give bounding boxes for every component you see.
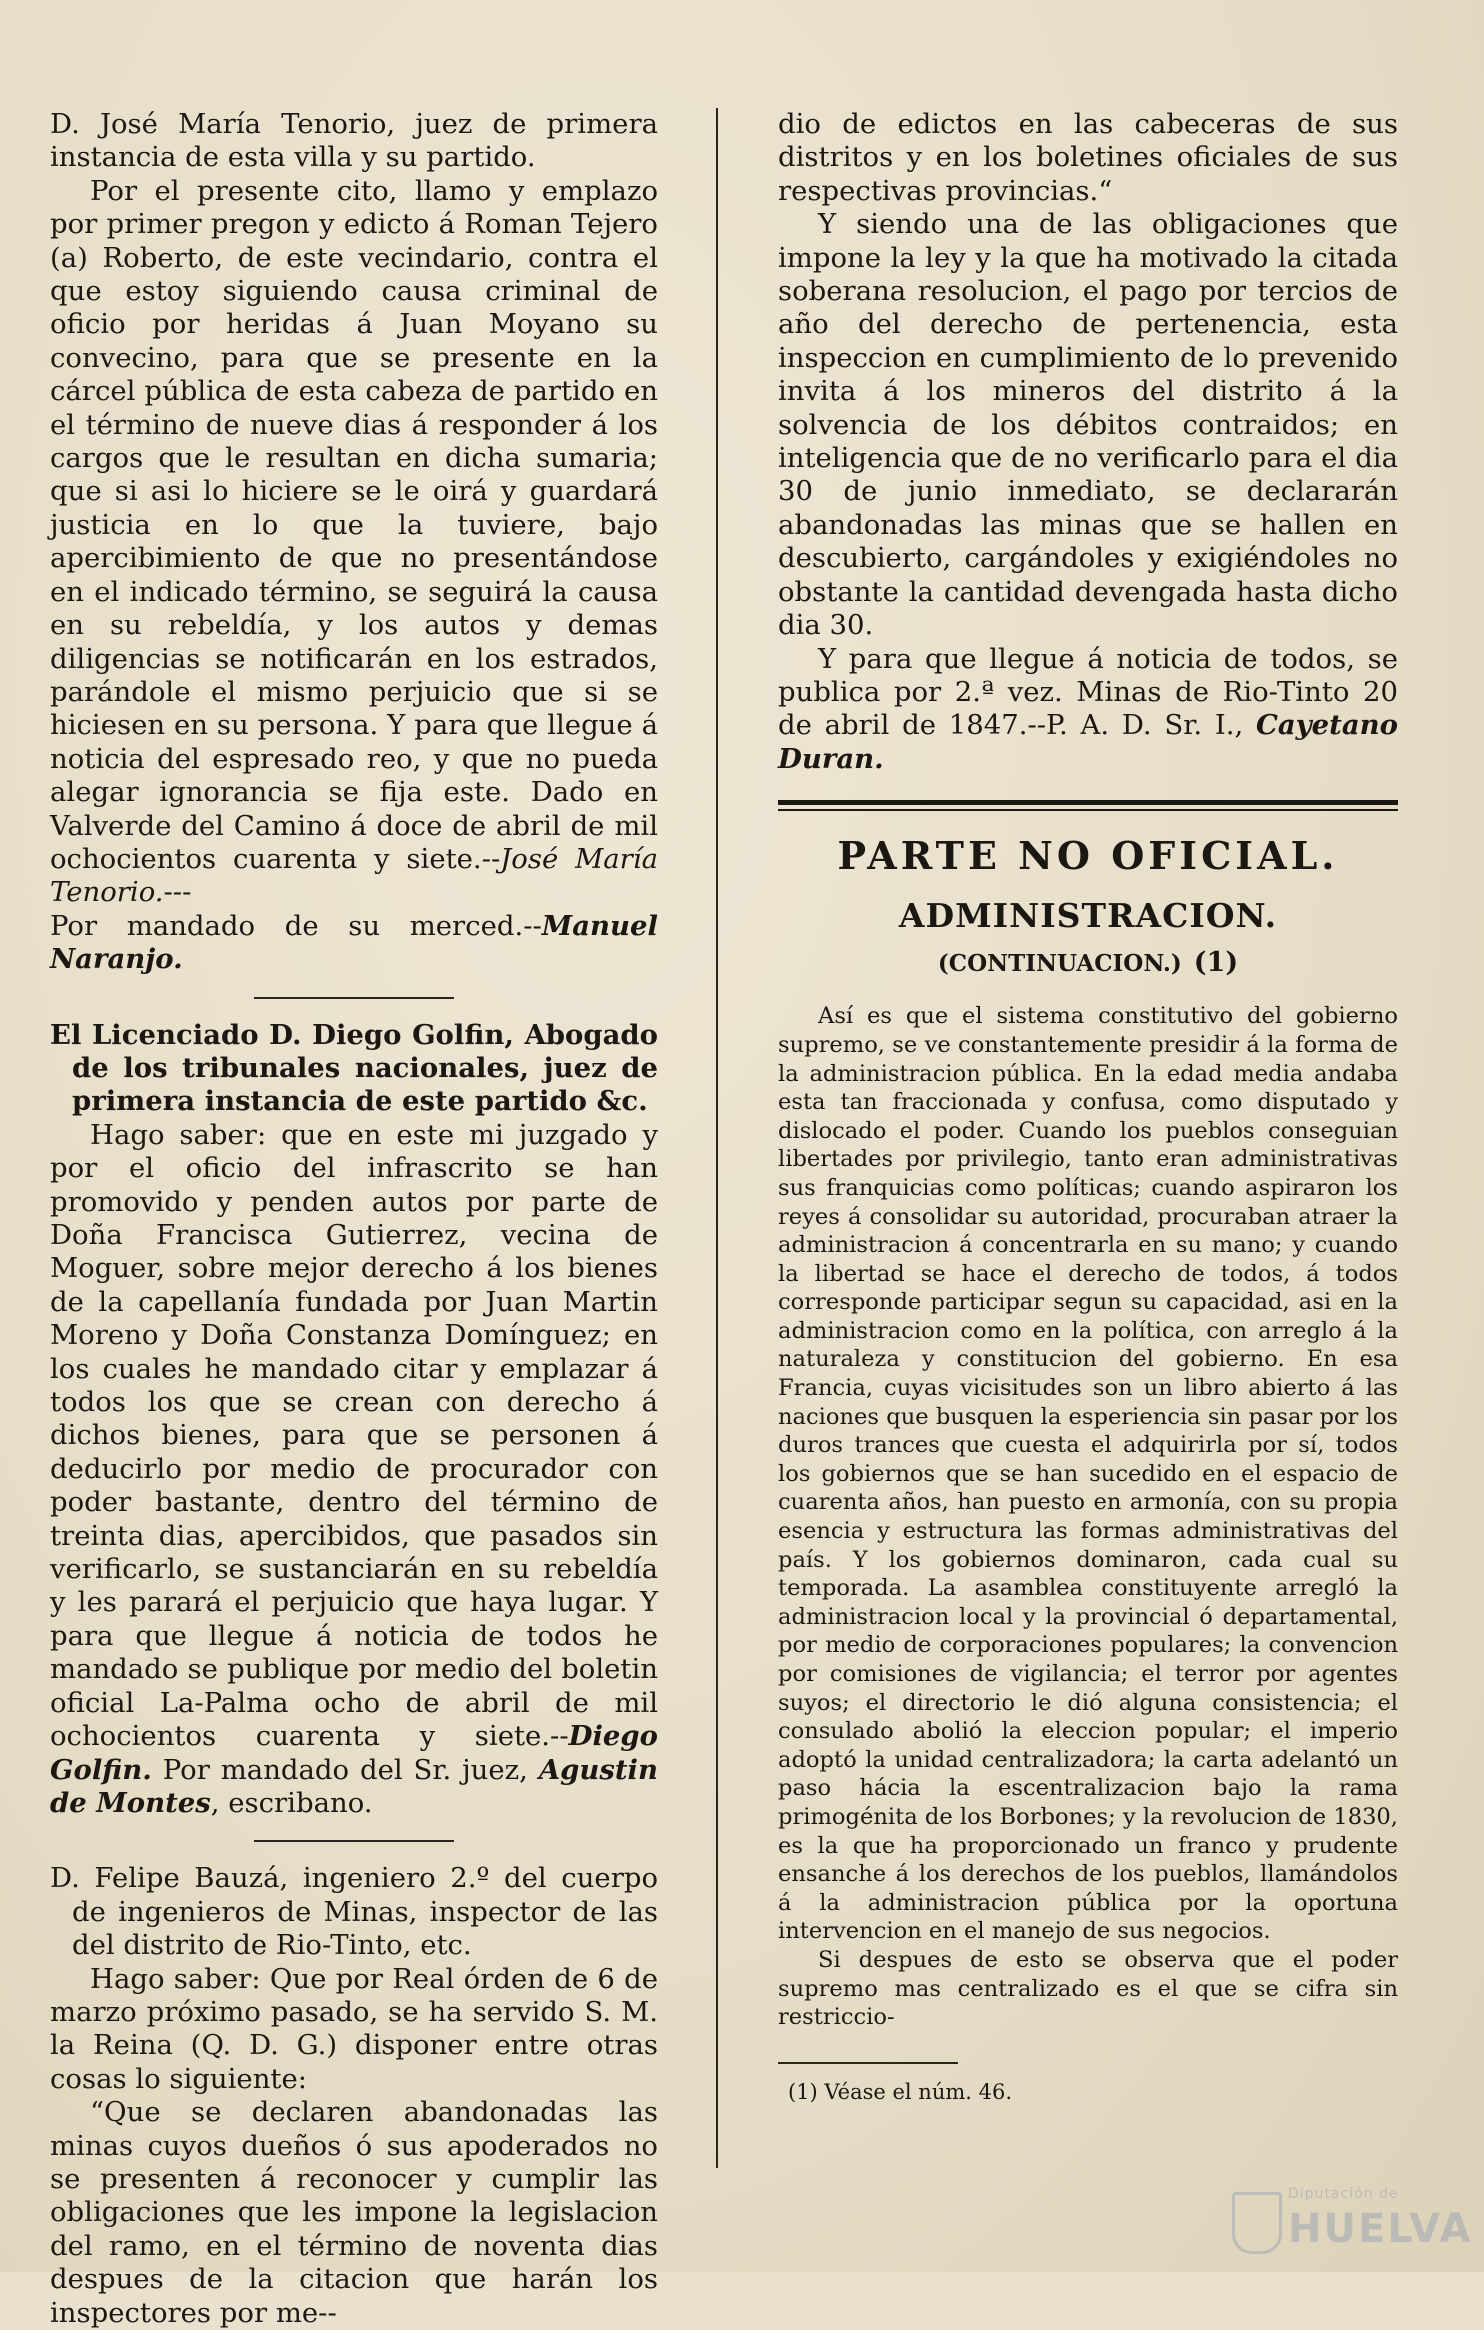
section-header: PARTE NO OFICIAL. xyxy=(837,833,1339,879)
edict-golfin-signature: Diego Golfin. xyxy=(50,1720,658,1786)
edict-bauza-intro: D. Felipe Bauzá, ingeniero 2.º del cuerpo de ingenieros de Minas, inspector de las del distrito de Rio-Tinto, etc. xyxy=(50,1862,658,1962)
edict-tenorio-dash: --- xyxy=(163,876,192,909)
coat-of-arms-icon xyxy=(1232,2192,1282,2254)
footnote-marker: (1) xyxy=(1193,946,1239,978)
section-subtitle xyxy=(778,946,1398,980)
thick-rule xyxy=(778,800,1398,805)
archive-watermark xyxy=(1232,2184,1473,2256)
edict-bauza-para3 xyxy=(778,643,1398,777)
edict-golfin-clerk-role: , escribano. xyxy=(210,1786,373,1819)
edict-bauza-signature: Cayetano Duran. xyxy=(778,709,1398,775)
article-body xyxy=(778,1002,1398,2031)
separator-line xyxy=(254,997,454,999)
thin-rule xyxy=(778,809,1398,811)
watermark-line-1: Diputación de xyxy=(1288,2186,1399,2202)
edict-bauza-continuation: dio de edictos en las cabeceras de sus distritos y en los boletines oficiales de sus respectivas provincias.“ xyxy=(778,108,1398,207)
edict-golfin-body xyxy=(50,1119,658,1821)
footnote-rule xyxy=(778,2062,958,2064)
section-double-rule xyxy=(778,800,1398,811)
edict-golfin-heading: El Licenciado D. Diego Golfin, Abogado de los tribunales nacionales, juez de primera instancia de este partido &c. xyxy=(50,1018,658,1118)
watermark-line-2: HUELVA xyxy=(1288,2206,1473,2252)
edict-golfin-text: Hago saber: que en este mi juzgado y por el oficio del infrascrito se han promovido y penden autos por parte de Doña Francisca Gutierrez, vecina de Moguer, sobre mejor derecho á los bienes de la capellanía fundada por Juan Martin Moreno y Doña Constanza Domínguez; en los cuales he mandado citar y emplazar á todos los que se crean con derecho á dichos bienes, para que se personen á deducirlo por medio de procurador con poder bastante, dentro del término de treinta dias, apercibidos, que pasados sin verificarlo, se sustanciarán en su rebeldía y les parará el perjuicio que haya lugar. Y para que llegue á noticia de todos he mandado se publique por medio del boletin oficial La-Palma ocho de abril de mil ochocientos cuarenta y siete.-- xyxy=(50,1118,658,1753)
left-column xyxy=(50,108,658,2330)
edict-bauza-quote: “Que se declaren abandonadas las minas cuyos dueños ó sus apoderados no se presenten á reconocer y cumplir las obligaciones que les impone la legislacion del ramo, en el término de noventa dias despues de la citacion que harán los inspectores por me-- xyxy=(50,2096,658,2329)
edict-tenorio-clerk-signature: Manuel Naranjo. xyxy=(50,909,658,976)
edict-bauza-closing: Y para que llegue á noticia de todos, se publica por 2.ª vez. Minas de Rio-Tinto 20 de abril de 1847.--P. A. D. Sr. I., xyxy=(778,642,1398,742)
article-paragraph-2: Si despues de esto se observa que el poder supremo mas centralizado es el que se cifra sin restriccio- xyxy=(778,1946,1398,2031)
section-title: ADMINISTRACION. xyxy=(898,895,1278,935)
edict-bauza-body: Hago saber: Que por Real órden de 6 de marzo próximo pasado, se ha servido S. M. la Reina (Q. D. G.) disponer entre otras cosas lo siguiente: xyxy=(50,1962,658,2095)
edict-tenorio-body xyxy=(50,175,658,977)
right-column xyxy=(778,108,1398,2109)
column-divider xyxy=(716,108,718,2168)
edict-golfin-clerk-signature: Agustin de Montes xyxy=(50,1753,658,1819)
edict-tenorio-intro: D. José María Tenorio, juez de primera instancia de esta villa y su partido. xyxy=(50,108,658,174)
edict-tenorio-text: Por el presente cito, llamo y emplazo por primer pregon y edicto á Roman Tejero (a) Roberto, de este vecindario, contra el que estoy siguiendo causa criminal de oficio por heridas á Juan Moyano su convecino, para que se presente en la cárcel pública de esta cabeza de partido en el término de nueve dias á responder á los cargos que le resultan en dicha sumaria; que si asi lo hiciere se le oirá y guardará justicia en lo que la tuviere, bajo apercibimiento de que no presentándose en el indicado término, se seguirá la causa en su rebeldía, y los autos y demas diligencias se notificarán en los estrados, parándole el mismo perjuicio que si se hiciesen en su persona. Y para que llegue á noticia del espresado reo, y que no pueda alegar ignorancia se fija este. Dado en Valverde del Camino á doce de abril de mil ochocientos cuarenta y siete.-- xyxy=(50,174,658,875)
edict-golfin-by-order: Por mandado del Sr. juez, xyxy=(151,1753,539,1786)
edict-tenorio-by-order: Por mandado de su merced.-- xyxy=(50,909,542,942)
edict-bauza-para2: Y siendo una de las obligaciones que impone la ley y la que ha motivado la citada soberana resolucion, el pago por tercios de año del derecho de pertenencia, esta inspeccion en cumplimiento de lo prevenido invita á los mineros del distrito á la solvencia de los débitos contraidos; en inteligencia que de no verificarlo para el dia 30 de junio inmediato, se declararán abandonadas las minas que se hallen en descubierto, cargándoles y exigiéndoles no obstante la cantidad devengada hasta dicho dia 30. xyxy=(778,208,1398,642)
footnote: (1) Véase el núm. 46. xyxy=(788,2079,1013,2104)
edict-golfin-intro xyxy=(50,1019,658,1119)
edict-tenorio-signature: José María Tenorio. xyxy=(50,842,658,909)
article-paragraph-1: Así es que el sistema constitutivo del gobierno supremo, se ve constantemente presidir á la forma de la administracion pública. En la edad media andaba esta tan fraccionada y confusa, como disputado y dislocado el poder. Cuando los pueblos conseguian libertades por privilegio, tanto eran administrativas sus franquicias como políticas; cuando aspiraron los reyes á consolidar su autoridad, procuraban atraer la administracion á concentrarla en su mano; y cuando la libertad se hace el derecho de todos, á todos corresponde participar segun su capacidad, asi en la administracion como en la política, con arreglo á la naturaleza y constitucion del gobierno. En esa Francia, cuyas vicisitudes son un libro abierto á las naciones que busquen la esperiencia sin pasar por los duros trances que cuesta el adquirirla por sí, todos los gobiernos que se han sucedido en el espacio de cuarenta años, han puesto en armonía, con su propia esencia y estructura las formas administrativas del país. Y los gobiernos dominaron, cada cual su temporada. La asamblea constituyente arregló la administracion local y la provincial ó departamental, por medio de corporaciones populares; la convencion por comisiones de vigilancia; el terror por agentes suyos; el directorio le dió alguna consistencia; el consulado abolió la eleccion popular; el imperio adoptó la unidad centralizadora; la carta adelantó un paso hácia la escentralizacion bajo la rama primogénita de los Borbones; y la revolucion de 1830, es la que ha proporcionado un franco y prudente ensanche á los derechos de los pueblos, llamándolos á la administracion pública por la oportuna intervencion en el manejo de sus negocios. xyxy=(778,1003,1398,1945)
separator-line xyxy=(254,1840,454,1842)
section-subtitle-text: (CONTINUACION.) xyxy=(937,949,1182,977)
